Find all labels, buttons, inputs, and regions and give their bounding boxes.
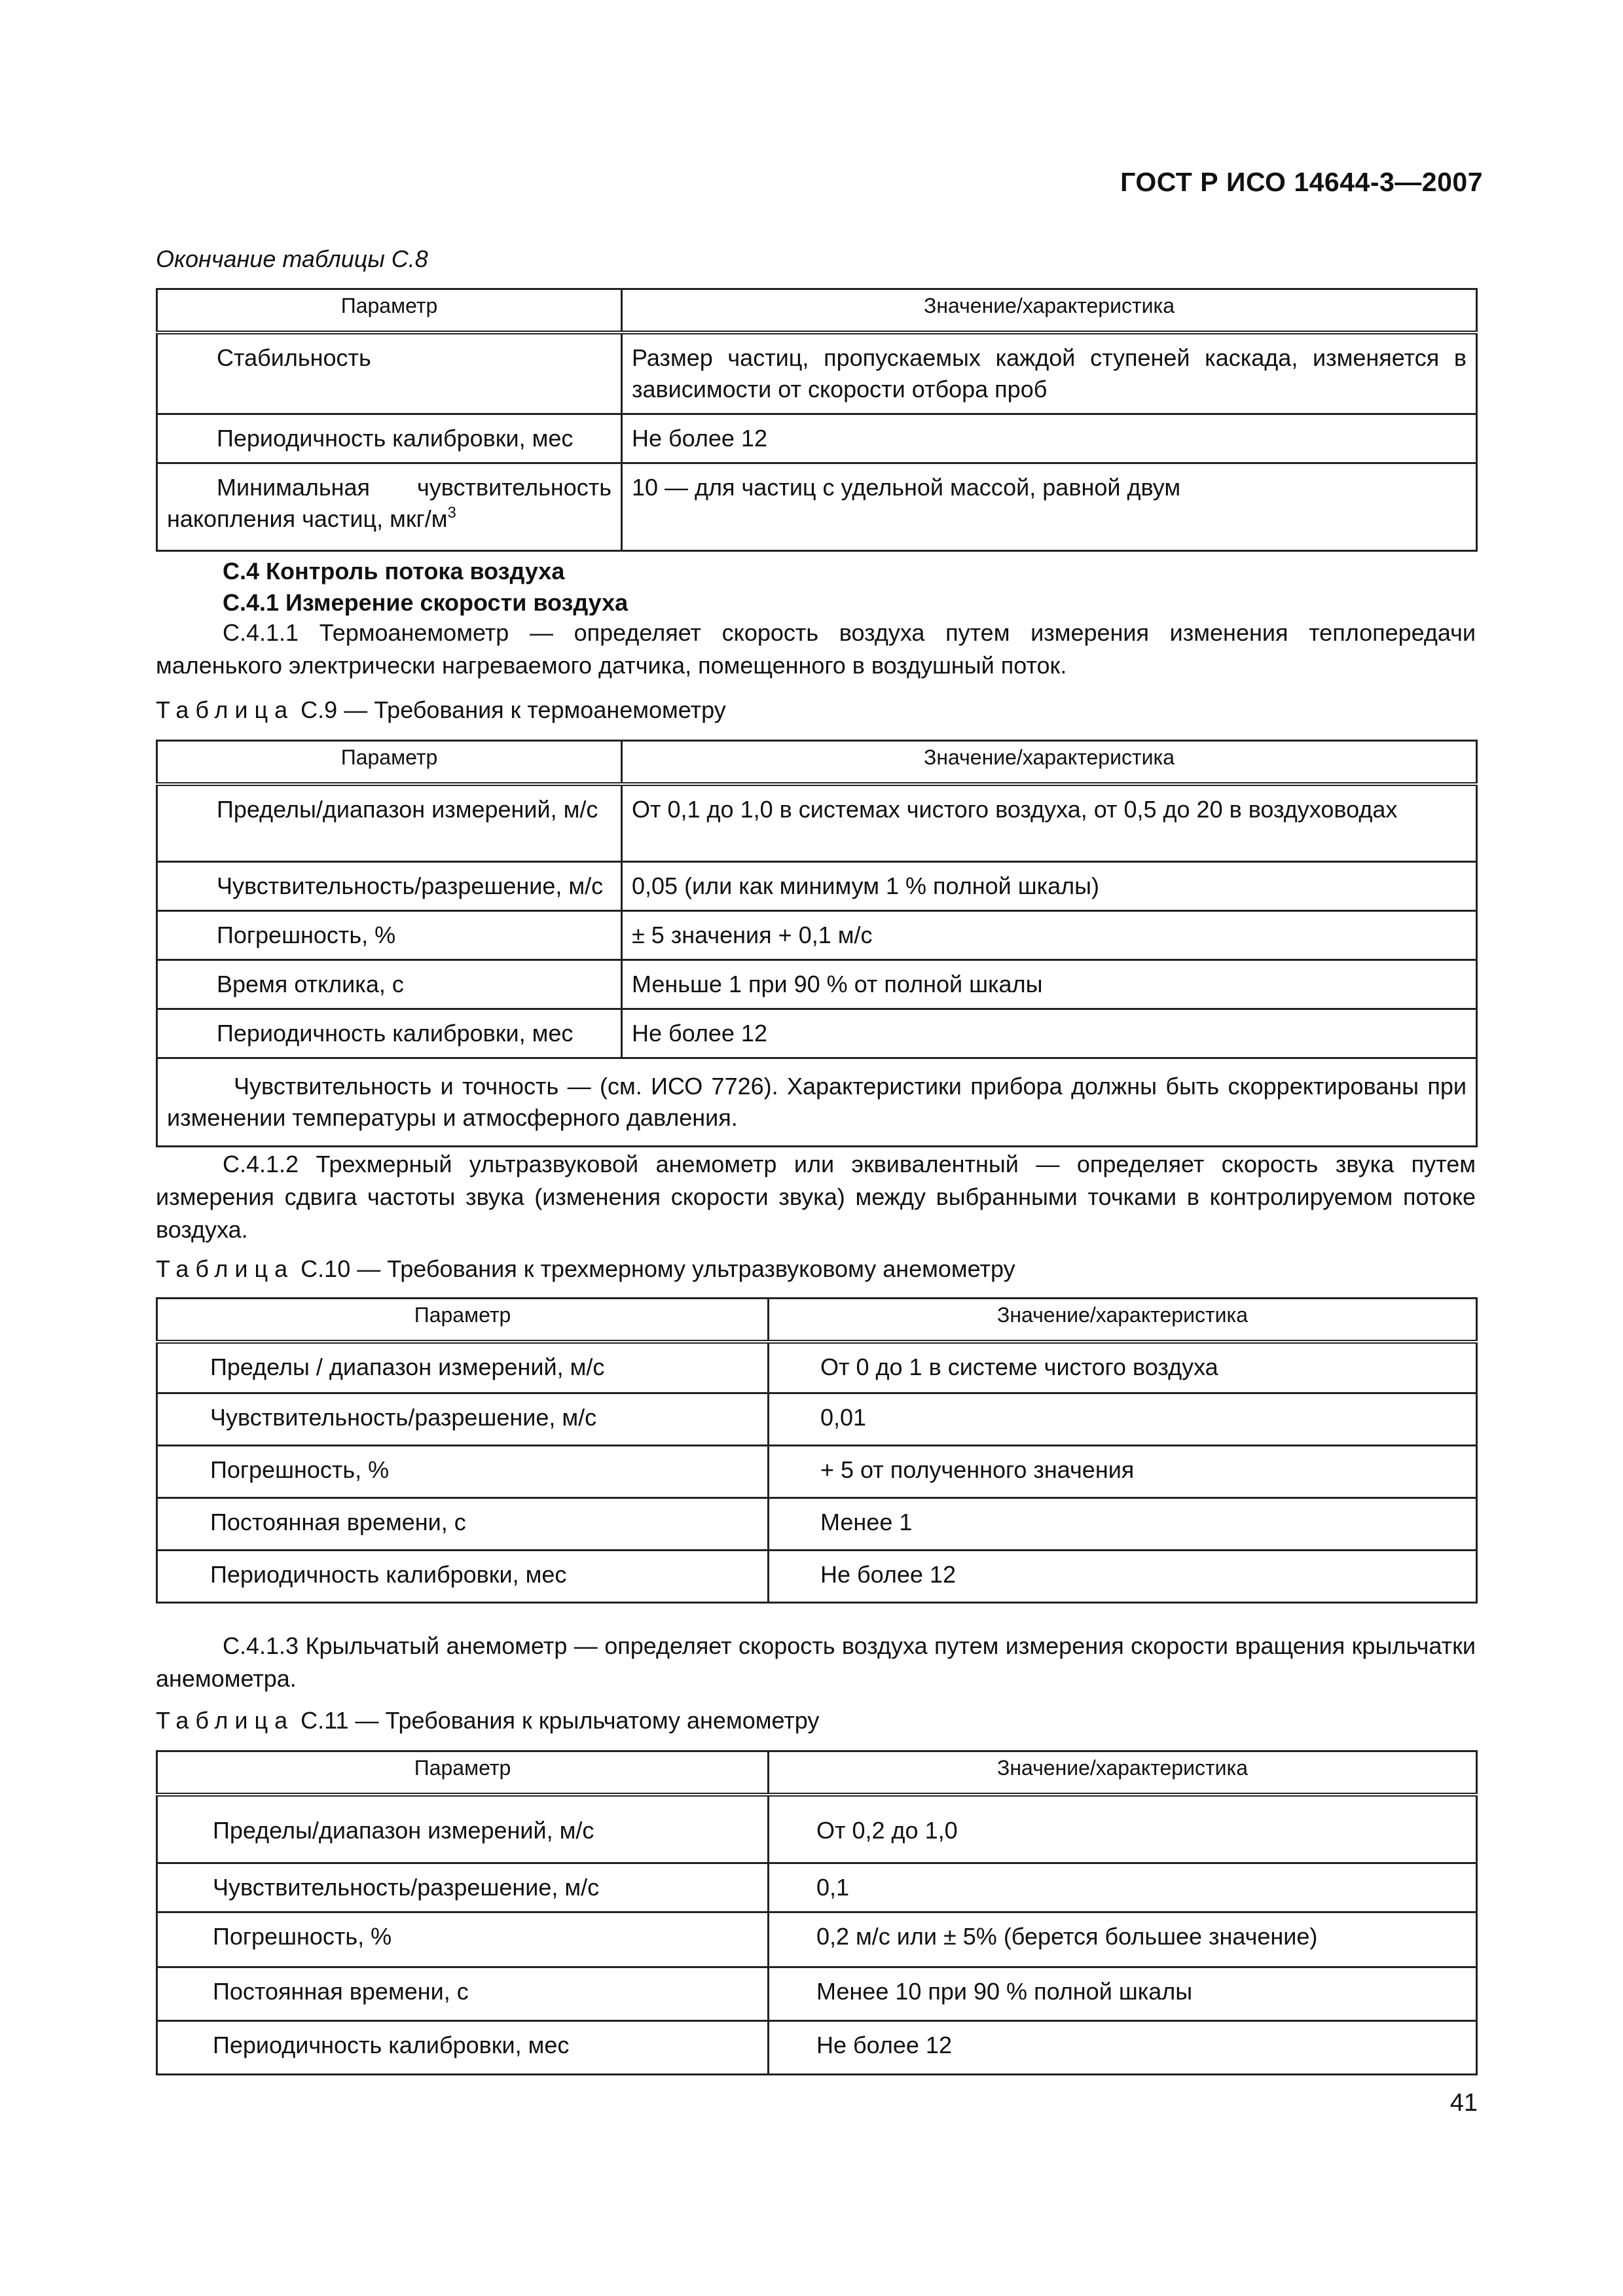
- table-c8: [156, 288, 1478, 552]
- table-note-row: [157, 1058, 1477, 1146]
- param-cell: Пределы / диапазон измерений, м/с: [157, 1342, 769, 1393]
- value-cell: 0,1: [769, 1863, 1477, 1912]
- value-cell: Размер частиц, пропускаемых каждой ступеней каскада, изменяется в зависимости от скорости отбора проб: [622, 332, 1477, 414]
- paragraph: С.4.1.3 Крыльчатый анемометр — определяет скорость воздуха путем измерения скорости вращения крыльчатки анемометра.: [156, 1632, 1476, 1692]
- paragraph: С.4.1.1 Термоанемометр — определяет скорость воздуха путем измерения изменения теплопередачи маленького электрически нагреваемого датчика, помещенного в воздушный поток.: [156, 619, 1476, 679]
- table-c9-caption: [156, 696, 726, 724]
- table-row: [157, 332, 1477, 414]
- table-row: [157, 1445, 1477, 1498]
- table-c10-caption: [156, 1255, 1015, 1283]
- value-cell: Не более 12: [622, 1009, 1477, 1058]
- subsection-heading: С.4.1 Измерение скорости воздуха: [223, 589, 629, 616]
- column-header-value: Значение/характеристика: [622, 289, 1477, 333]
- table-word: Таблица: [156, 1707, 295, 1734]
- table-row: [157, 2020, 1477, 2074]
- value-cell: Не более 12: [769, 1550, 1477, 1602]
- table-row: [157, 1498, 1477, 1550]
- column-header-parameter: Параметр: [157, 741, 622, 785]
- caption-text: С.10 — Требования к трехмерному ультразвуковому анемометру: [301, 1255, 1015, 1282]
- value-cell: Не более 12: [769, 2020, 1477, 2074]
- value-cell: ± 5 значения + 0,1 м/с: [622, 910, 1477, 960]
- table-row: [157, 463, 1477, 551]
- param-cell: Стабильность: [157, 332, 622, 414]
- value-cell: 10 — для частиц с удельной массой, равной двум: [622, 463, 1477, 551]
- table-row: [157, 784, 1477, 861]
- paragraph: С.4.1.2 Трехмерный ультразвуковой анемометр или эквивалентный — определяет скорость звука путем измерения сдвига частоты звука (изменения скорости звука) между выбранными точками в контролируемом потоке воздуха.: [156, 1151, 1476, 1243]
- param-cell: Чувствительность/разрешение, м/с: [157, 1393, 769, 1445]
- value-cell: Менее 10 при 90 % полной шкалы: [769, 1967, 1477, 2020]
- table-c9: [156, 740, 1478, 1147]
- param-cell: Чувствительность/разрешение, м/с: [157, 1863, 769, 1912]
- value-cell: От 0,1 до 1,0 в системах чистого воздуха, от 0,5 до 20 в воздуховодах: [622, 784, 1477, 861]
- value-cell: Менее 1: [769, 1498, 1477, 1550]
- table-word: Таблица: [156, 1255, 295, 1282]
- column-header-parameter: Параметр: [157, 1751, 769, 1795]
- table-row: [157, 1393, 1477, 1445]
- table-row: [157, 1009, 1477, 1058]
- column-header-value: Значение/характеристика: [622, 741, 1477, 785]
- value-cell: От 0 до 1 в системе чистого воздуха: [769, 1342, 1477, 1393]
- table-row: [157, 861, 1477, 910]
- superscript: 3: [447, 504, 456, 522]
- value-cell: Меньше 1 при 90 % от полной шкалы: [622, 960, 1477, 1009]
- table-row: [157, 960, 1477, 1009]
- caption-text: С.9 — Требования к термоанемометру: [301, 696, 726, 723]
- column-header-value: Значение/характеристика: [769, 1751, 1477, 1795]
- table-row: [157, 1342, 1477, 1393]
- param-cell: Периодичность калибровки, мес: [157, 2020, 769, 2074]
- param-cell: Периодичность калибровки, мес: [157, 1009, 622, 1058]
- param-cell: Погрешность, %: [157, 1445, 769, 1498]
- param-cell: Погрешность, %: [157, 910, 622, 960]
- value-cell: 0,01: [769, 1393, 1477, 1445]
- table-row: [157, 1795, 1477, 1863]
- column-header-parameter: Параметр: [157, 1299, 769, 1342]
- table-c10: [156, 1297, 1478, 1604]
- table-note: Чувствительность и точность — (см. ИСО 7726). Характеристики прибора должны быть скорректированы при изменении температуры и атмосферного давления.: [157, 1058, 1477, 1146]
- table-word: Таблица: [156, 696, 295, 723]
- section-heading: С.4 Контроль потока воздуха: [223, 558, 565, 584]
- value-cell: 0,05 (или как минимум 1 % полной шкалы): [622, 861, 1477, 910]
- document-header: ГОСТ Р ИСО 14644-3—2007: [1120, 167, 1483, 197]
- table-row: [157, 1967, 1477, 2020]
- param-cell: Периодичность калибровки, мес: [157, 1550, 769, 1602]
- caption-text: С.11 — Требования к крыльчатому анемометру: [301, 1707, 820, 1734]
- column-header-value: Значение/характеристика: [769, 1299, 1477, 1342]
- table-row: [157, 414, 1477, 463]
- table-row: [157, 1912, 1477, 1967]
- param-cell: [157, 463, 622, 551]
- table-c11-caption: [156, 1707, 819, 1734]
- value-cell: + 5 от полученного значения: [769, 1445, 1477, 1498]
- param-cell: Чувствительность/разрешение, м/с: [157, 861, 622, 910]
- table-row: [157, 1550, 1477, 1602]
- table-row: [157, 910, 1477, 960]
- table-c11: [156, 1750, 1478, 2075]
- param-text: Минимальная чувствительность накопления частиц, мкг/м: [167, 474, 611, 532]
- param-cell: Пределы/диапазон измерений, м/с: [157, 784, 622, 861]
- param-cell: Погрешность, %: [157, 1912, 769, 1967]
- value-cell: От 0,2 до 1,0: [769, 1795, 1477, 1863]
- table-row: [157, 1863, 1477, 1912]
- table-c8-caption: Окончание таблицы С.8: [156, 245, 428, 272]
- param-cell: Постоянная времени, с: [157, 1498, 769, 1550]
- param-cell: Время отклика, с: [157, 960, 622, 1009]
- param-cell: Пределы/диапазон измерений, м/с: [157, 1795, 769, 1863]
- param-cell: Периодичность калибровки, мес: [157, 414, 622, 463]
- param-cell: Постоянная времени, с: [157, 1967, 769, 2020]
- page-number: 41: [1450, 2089, 1478, 2117]
- value-cell: Не более 12: [622, 414, 1477, 463]
- column-header-parameter: Параметр: [157, 289, 622, 333]
- value-cell: 0,2 м/с или ± 5% (берется большее значение): [769, 1912, 1477, 1967]
